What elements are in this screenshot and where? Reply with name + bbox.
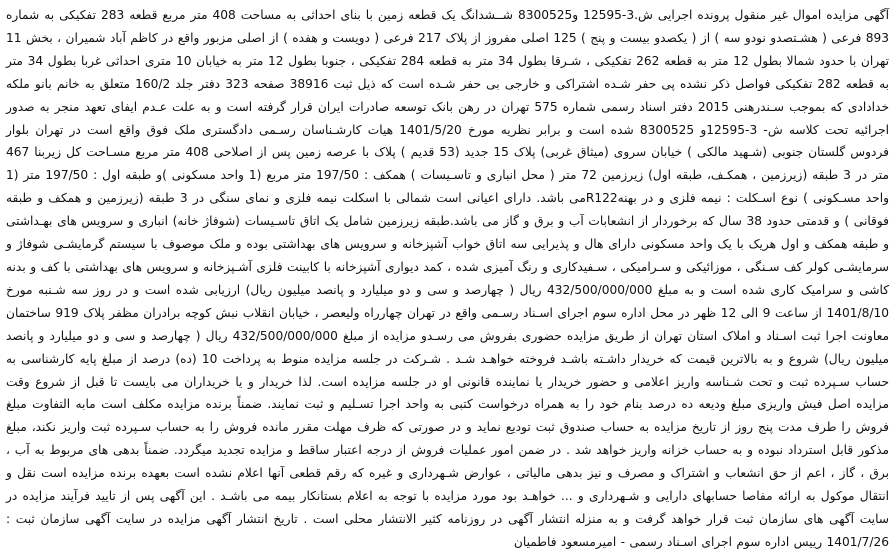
auction-notice-text: آگهی مزایده اموال غیر منقول پرونده اجرایی ش.3-12595 و8300525 شــشدانگ یک قطعه زمین با بنای احداثی به مساحت 408 متر مربع قطعه 283 تفکیکی به شماره 893 فرعی ( هشـتصدو نودو سه ) از ( یکصدو بیست و پنج ) 125 اصلی مفروز از پلاک 217 فرعی ( دویست و هفده ) از اصلی مزبور واقع در کاظم آباد شمیران ، بخش 11 تهران با حدود شمالا بطول 12 متر به قطعه 262 تفکیکی ، شـرقا بطول 34 متر به قطعه 284 تفکیکی ، جنوبا بطول 12 متر به خیابان 10 متری احداثی غربا بطول 34 متر به قطعه 282 تفکیکی فواصل ذکر نشده پی حفر شـده اشتراکی و خارجی بی حفر شـده است که ذیل ثبت 38916 صفحه 323 دفتر جلد 160/2 متعلق به خانم بانو ملکه خدادادی که بموجب سـندرهنی 2015 دفتر اسناد رسمی شماره 575 تهران در رهن بانک توسعه صادرات ایران قرار گرفته است و به علت عـدم ایفای تعهد منجر به صدور اجرائیه تحت کلاسه ش- 3-12595و 8300525 شده است و برابر نظریه مورخ 1401/5/20 هیات کارشـناسان رسـمی دادگستری ملک فوق واقع است در تهران بلوار فردوس گلستان جنوبی (شـهید مالکی ) خیابان سروی (میثاق غربی) پلاک 15 جدید (53 قدیم ) پلاک با عرصه زمین پس از اصلاحی 408 متر مربع مسـاحت کل زیربنا 467 متر در 3 طبقه (زیرزمین ، همکـف، طبقه اول) زیرزمین 72 متر ( محل انباری و تاسـیسات ) همکف : 197/50 متر مربع (1 واحد مسکونی )و طبقه اول : 197/50 متر (1 واحد مسـکونی ) نوع اسـکلت : نیمه فلزی و در بهنهR122می باشد. دارای اعیانی است شمالی با اسکلت نیمه فلزی و نمای سنگی در 3 طبقه (زیرزمین و همکف و طبقه فوقانی ) و قدمتی حدود 38 سال که برخوردار از انشعابات آب و برق و گاز می باشد.طبقه زیرزمین شامل یک اتاق تاسـیسات (شوفاژ خانه) انباری و سرویس های بهـداشتی و طبقه همکف و اول هریک با یک واحد مسکونی دارای هال و پذیرایی سه اتاق خواب آشپزخانه و سرویس های بهداشتی بوده و ملک موصوف با سیستم گرمایشـی شوفاژ و سرمایشـی کولر کف سـنگی ، موزائیکی و سـرامیکی ، سـفیدکاری و رنگ آمیزی شده ، کمد دیواری آشپزخانه با کابینت فلزی آشـپزخانه و سرویس های بهداشتی با کف و بدنه کاشی و سرامیک کاری شده است و به مبلغ 432/500/000/000 ریال ( چهارصد و سی و دو میلیارد و پانصد میلیون ریال) ارزیابی شده است و در روز سه شـنبه مورخ 1401/8/10 از ساعت 9 الی 12 ظهر در محل اداره سوم اجرای اسـناد رسـمی واقع در تهران چهارراه ولیعصر ، خیابان انقلاب نبش کوچه برادران مظفر پلاک 919 ساختمان معاونت اجرا ثبت اسـناد و املاک استان تهران از طریق مزایده حضوری بفروش می رسـدو مزایده از مبلغ 432/500/000/000 ریال ( چهارصد و سی و دو میلیارد و پانصد میلیون ریال) شروع و به بالاترین قیمت که خریدار داشـته باشـد فروخته خواهـد شـد . شـرکت در جلسه مزایده منوط به پرداخت 10 (ده) درصد از مبلغ پایه کارشناسی به حساب سـپرده ثبت و تحت شـناسه واریز اعلامی و حضور خریدار یا نماینده قانونی او در جلسه مزایده است. لذا خریدار و یا خریداران می بایست تا قبل از شروع وقت مزایده اصل فیش واریزی مبلغ ودیعه ده درصد بنام خود را به همراه درخواست کتبی به واحد اجرا تسـلیم و ثبت نمایند. ضمناً برنده مزایده مکلف است مابه التفاوت مبلغ فروش را طرف مدت پنج روز از تاریخ مزایده به حساب صندوق ثبت توديع نمايد و در صورتی که ظرف مهلت مقرر مانده فروش را به حساب سـپرده ثبت واریز نکند، مبلغ مذکور قابل استرداد نبوده و به حساب خزانه واریز خواهد شد . در ضمن امور عملیات فروش از درجه اعتبار ساقط و مزایده تجدید میگردد. ضمناً بدهی های مربوط به آب ، برق ، گاز ، اعم از حق انشعاب و اشتراک و مصرف و نیز بدهی مالیاتی ، عوارض شـهرداری و غیره که رقم قطعی آنها اعلام نشده است بعهده برنده مزایده است نقل و انتقال موکول به ارائه مفاصا حسابهای دارایی و شـهرداری و ... خواهـد بود مورد مزایده با توجه به اعلام بستانکار بیمه می باشـد . این آگهی پس از تایید فرآیند مزایده در سایت آگهی های سازمان ثبت قرار خواهد گرفت و به منزله انتشار آگهی در روزنامه کثیر الانتشار محلی است . تاریخ انتشار آگهی مزایده در سایت آگهی سازمان ثبت : 1401/7/26 رییس اداره سوم اجرای اسـناد رسمی - امیرمسعود فاطمیان [6,8,890,549]
